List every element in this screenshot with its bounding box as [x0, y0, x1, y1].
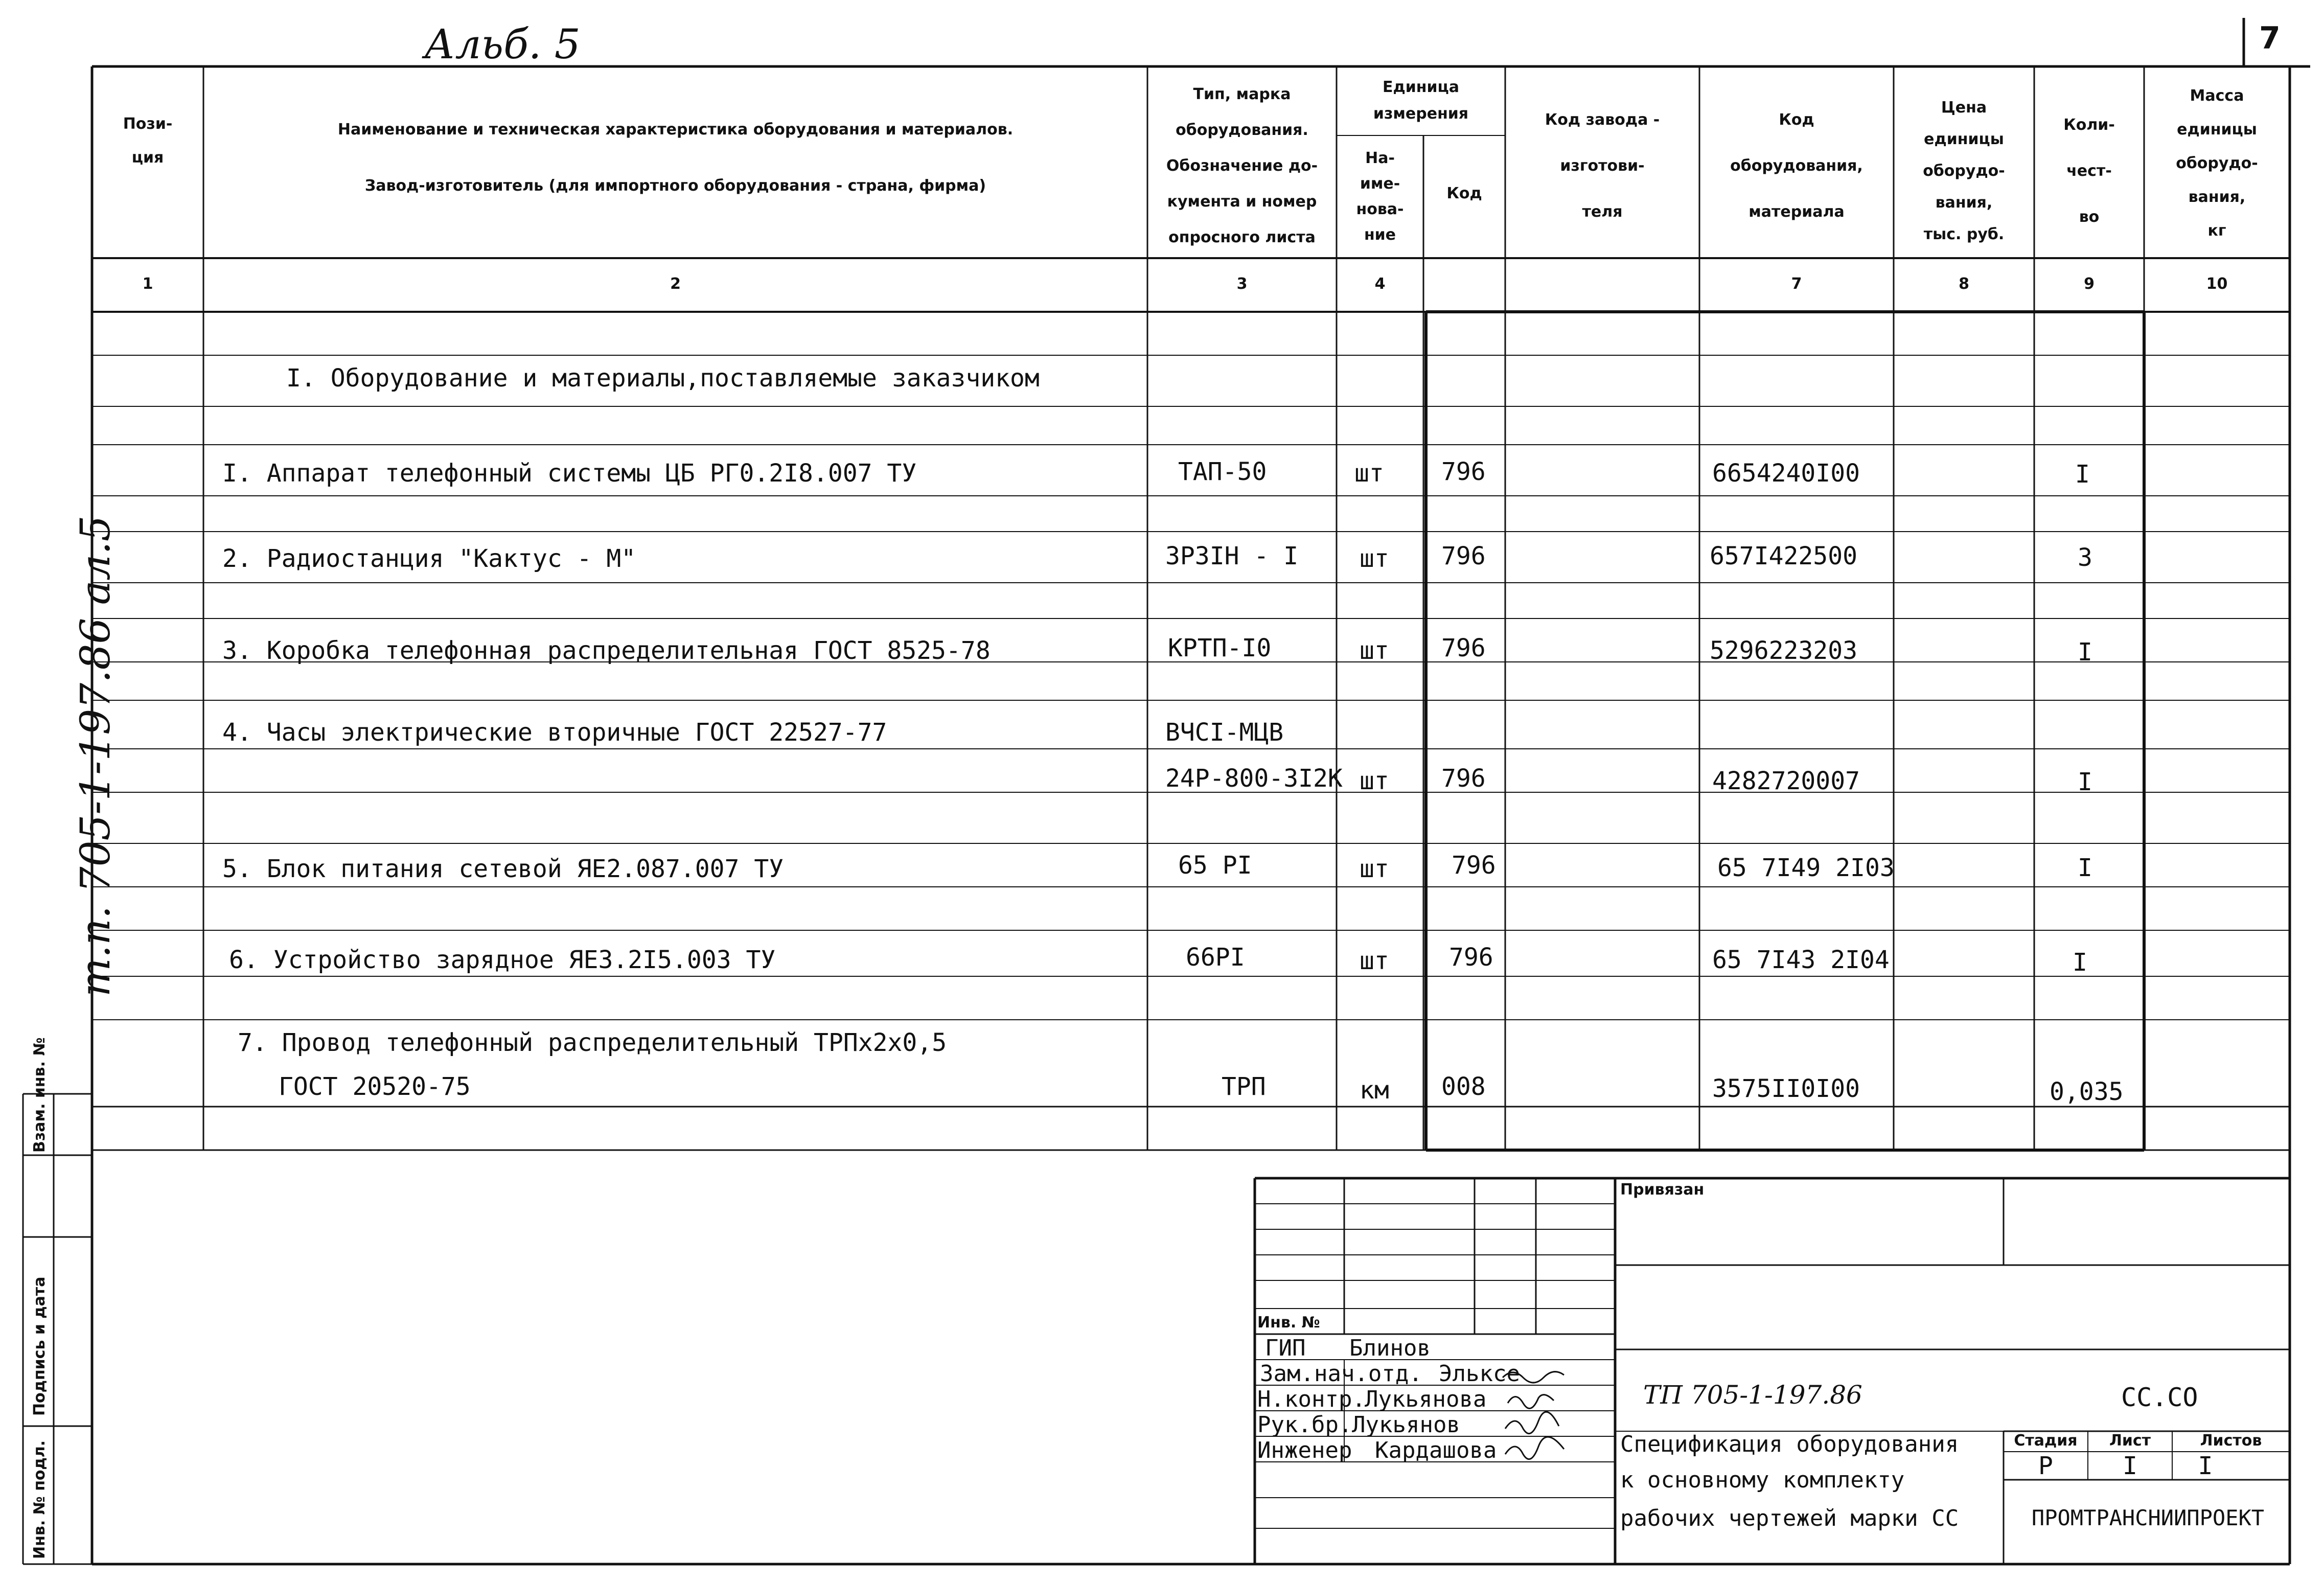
- row-2-unit: шт: [1360, 544, 1389, 573]
- staff-role-3: Н.контр.: [1257, 1386, 1366, 1412]
- row-4b-equip-code: 4282720007: [1712, 767, 1860, 795]
- row-4b-unit: шт: [1360, 767, 1389, 795]
- row-7b-type: ТРП: [1222, 1072, 1266, 1101]
- row-4-name: 4. Часы электрические вторичные ГОСТ 22527-77: [222, 718, 887, 747]
- colnum-3: 3: [1236, 275, 1248, 293]
- staff-name-4: Лукьянов: [1352, 1412, 1460, 1438]
- colnum-4: 4: [1374, 275, 1386, 293]
- row-5-name: 5. Блок питания сетевой ЯЕ2.087.007 ТУ: [222, 855, 784, 883]
- colnum-8: 8: [1959, 275, 1969, 293]
- staff-name-3: Лукьянова: [1365, 1386, 1487, 1412]
- row-1-unit: шт: [1354, 459, 1384, 488]
- header-position: Пози- ция: [123, 115, 173, 167]
- header-equipment-code: Код оборудования, материала: [1730, 111, 1863, 221]
- staff-name-1: Блинов: [1349, 1335, 1431, 1361]
- row-7b-name: ГОСТ 20520-75: [279, 1072, 471, 1101]
- row-7b-unit: км: [1360, 1076, 1389, 1105]
- row-5-code: 796: [1452, 851, 1496, 880]
- sheet-label: Лист: [2109, 1432, 2151, 1450]
- album-label: Альб. 5: [424, 20, 581, 68]
- colnum-2: 2: [670, 275, 681, 293]
- staff-role-1: ГИП: [1265, 1335, 1306, 1361]
- row-6-name: 6. Устройство зарядное ЯЕ3.2I5.003 ТУ: [229, 946, 776, 974]
- signatures: [1498, 1360, 1590, 1462]
- row-5-qty: I: [2078, 854, 2092, 882]
- row-6-unit: шт: [1360, 947, 1389, 975]
- stamp-podpis: Подпись и дата: [31, 1276, 49, 1416]
- stage-label: Стадия: [2014, 1432, 2078, 1450]
- side-note: т.п. 705-1-197.86 ал.5: [72, 515, 119, 997]
- row-3-unit: шт: [1360, 636, 1389, 665]
- colnum-7: 7: [1791, 275, 1802, 293]
- organization: ПРОМТРАНСНИИПРОЕКТ: [2031, 1505, 2265, 1530]
- row-2-equip-code: 657I422500: [1710, 542, 1857, 570]
- stamp-inv-podl: Инв. № подл.: [31, 1440, 49, 1559]
- row-2-name: 2. Радиостанция "Кактус - М": [222, 544, 636, 573]
- row-1-name: I. Аппарат телефонный системы ЦБ РГ0.2I8.007 ТУ: [222, 459, 917, 488]
- row-2-qty: 3: [2078, 543, 2092, 572]
- section-title: I. Оборудование и материалы,поставляемые заказчиком: [286, 364, 1040, 393]
- row-3-qty: I: [2078, 638, 2092, 667]
- doc-title-line-1: Спецификация оборудования: [1620, 1431, 1959, 1457]
- colnum-10: 10: [2206, 275, 2228, 293]
- header-price: Цена единицы оборудо- вания, тыс. руб.: [1923, 99, 2005, 243]
- sheet-value: I: [2123, 1452, 2137, 1480]
- row-4b-type: 24Р-800-3I2К: [1165, 764, 1343, 793]
- staff-role-5: Инженер: [1257, 1437, 1352, 1463]
- row-4-type: ВЧСI-МЦВ: [1165, 718, 1284, 747]
- staff-role-2: Зам.нач.отд.: [1260, 1361, 1422, 1387]
- header-unit-code: Код: [1446, 185, 1482, 202]
- colnum-1: 1: [142, 275, 153, 293]
- row-1-code: 796: [1441, 457, 1486, 486]
- doc-title-line-2: к основному комплекту: [1620, 1467, 1905, 1493]
- header-unit-name: На- име- нова- ние: [1356, 149, 1404, 244]
- row-2-type: 3Р3IН - I: [1165, 542, 1299, 570]
- row-4b-code: 796: [1441, 764, 1486, 793]
- stamp-vzam: Взам. инв. №: [31, 1037, 49, 1153]
- row-1-equip-code: 6654240I00: [1712, 459, 1860, 488]
- staff-role-4: Рук.бр.: [1257, 1412, 1352, 1438]
- colnum-9: 9: [2084, 275, 2095, 293]
- header-maker-code: Код завода - изготови- теля: [1545, 111, 1660, 221]
- header-name-line1: Наименование и техническая характеристика оборудования и материалов.: [337, 121, 1014, 139]
- sheets-label: Листов: [2200, 1432, 2262, 1450]
- row-4b-qty: I: [2078, 768, 2092, 796]
- sheets-value: I: [2198, 1452, 2213, 1480]
- row-6-type: 66РI: [1186, 943, 1245, 972]
- row-6-code: 796: [1449, 943, 1493, 972]
- header-unit-group: Единица измерения: [1373, 78, 1469, 123]
- page-number: 7: [2259, 20, 2281, 56]
- row-7-name: 7. Провод телефонный распределительный ТРПх2х0,5: [238, 1028, 947, 1057]
- row-7b-qty: 0,035: [2050, 1077, 2124, 1106]
- header-quantity: Коли- чест- во: [2063, 116, 2115, 226]
- staff-name-5: Кардашова: [1375, 1437, 1497, 1463]
- row-2-code: 796: [1441, 542, 1486, 570]
- row-1-qty: I: [2075, 460, 2090, 489]
- row-3-name: 3. Коробка телефонная распределительная ГОСТ 8525-78: [222, 636, 991, 665]
- row-3-code: 796: [1441, 634, 1486, 662]
- stage-value: Р: [2038, 1452, 2053, 1480]
- row-5-type: 65 РI: [1178, 851, 1252, 880]
- privyazan-label: Привязан: [1620, 1181, 1705, 1199]
- row-6-equip-code: 65 7I43 2I04: [1712, 946, 1890, 974]
- doc-title-line-3: рабочих чертежей марки СС: [1620, 1505, 1959, 1531]
- doc-code: ТП 705-1-197.86: [1643, 1380, 1862, 1410]
- row-3-equip-code: 5296223203: [1710, 636, 1857, 665]
- inv-no-label: Инв. №: [1257, 1314, 1320, 1332]
- row-5-equip-code: 65 7I49 2I03: [1717, 854, 1895, 882]
- header-name-line2: Завод-изготовитель (для импортного оборудования - страна, фирма): [364, 177, 986, 195]
- staff-name-2: Эльксе: [1439, 1361, 1520, 1387]
- header-type: Тип, марка оборудования. Обозначение до- кумента и номер опросного листа: [1166, 85, 1318, 246]
- row-1-type: ТАП-50: [1178, 457, 1267, 486]
- header-mass: Масса единицы оборудо- вания, кг: [2176, 87, 2258, 240]
- row-7b-equip-code: 3575II0I00: [1712, 1074, 1860, 1103]
- row-6-qty: I: [2073, 948, 2087, 977]
- row-3-type: КРТП-I0: [1168, 634, 1272, 662]
- row-7b-code: 008: [1441, 1072, 1486, 1101]
- doc-mark: СС.СО: [2121, 1383, 2198, 1412]
- row-5-unit: шт: [1360, 855, 1389, 883]
